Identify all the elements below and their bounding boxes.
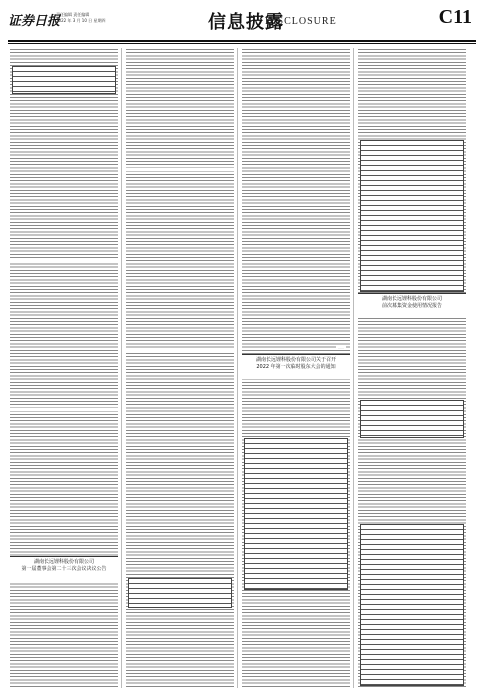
column-divider — [353, 48, 354, 688]
header-rule — [8, 40, 476, 42]
data-table — [12, 66, 116, 94]
column-4 — [358, 48, 466, 688]
notice-title: 前次募集资金使用情况报告 — [381, 303, 442, 309]
newspaper-logo: 证券日报 — [8, 14, 61, 29]
data-table — [360, 524, 464, 686]
column-divider — [121, 48, 122, 688]
paragraph-break — [10, 408, 118, 411]
editor-line: 责任编辑 责任编辑 — [56, 12, 90, 17]
company-name: 湖南长远锂科股份有限公司 — [381, 296, 442, 302]
column-1 — [10, 48, 118, 688]
page-header — [8, 6, 476, 40]
paragraph-break — [10, 258, 118, 261]
notice-heading — [358, 293, 466, 318]
section-title-en: DISCLOSURE — [265, 16, 337, 27]
signature-line: ······ — [338, 346, 344, 350]
proposal-table — [244, 438, 348, 590]
column-2 — [126, 48, 234, 688]
column-3 — [242, 48, 350, 688]
data-table — [360, 140, 464, 292]
data-table — [128, 578, 232, 608]
issue-meta — [56, 12, 196, 24]
company-name: 湖南长远锂科股份有限公司关于召开 — [255, 357, 336, 363]
section-title: 信息披露 — [208, 12, 284, 33]
paragraph-break — [126, 168, 234, 171]
column-divider — [237, 48, 238, 688]
notice-title: 第一届董事会第二十三次会议决议公告 — [21, 566, 107, 572]
body-text-block — [10, 48, 118, 688]
header-rule-thin — [8, 43, 476, 44]
data-table — [360, 400, 464, 438]
paragraph-break — [126, 348, 234, 351]
notice-title: 2022 年第一次临时股东大会的通知 — [256, 364, 336, 370]
page-number: C11 — [438, 6, 472, 28]
notice-heading — [242, 354, 350, 379]
date-line: 2022 年 3 月 10 日 星期四 — [56, 18, 106, 23]
notice-heading — [10, 556, 118, 581]
company-name: 湖南长远锂科股份有限公司 — [33, 559, 94, 565]
